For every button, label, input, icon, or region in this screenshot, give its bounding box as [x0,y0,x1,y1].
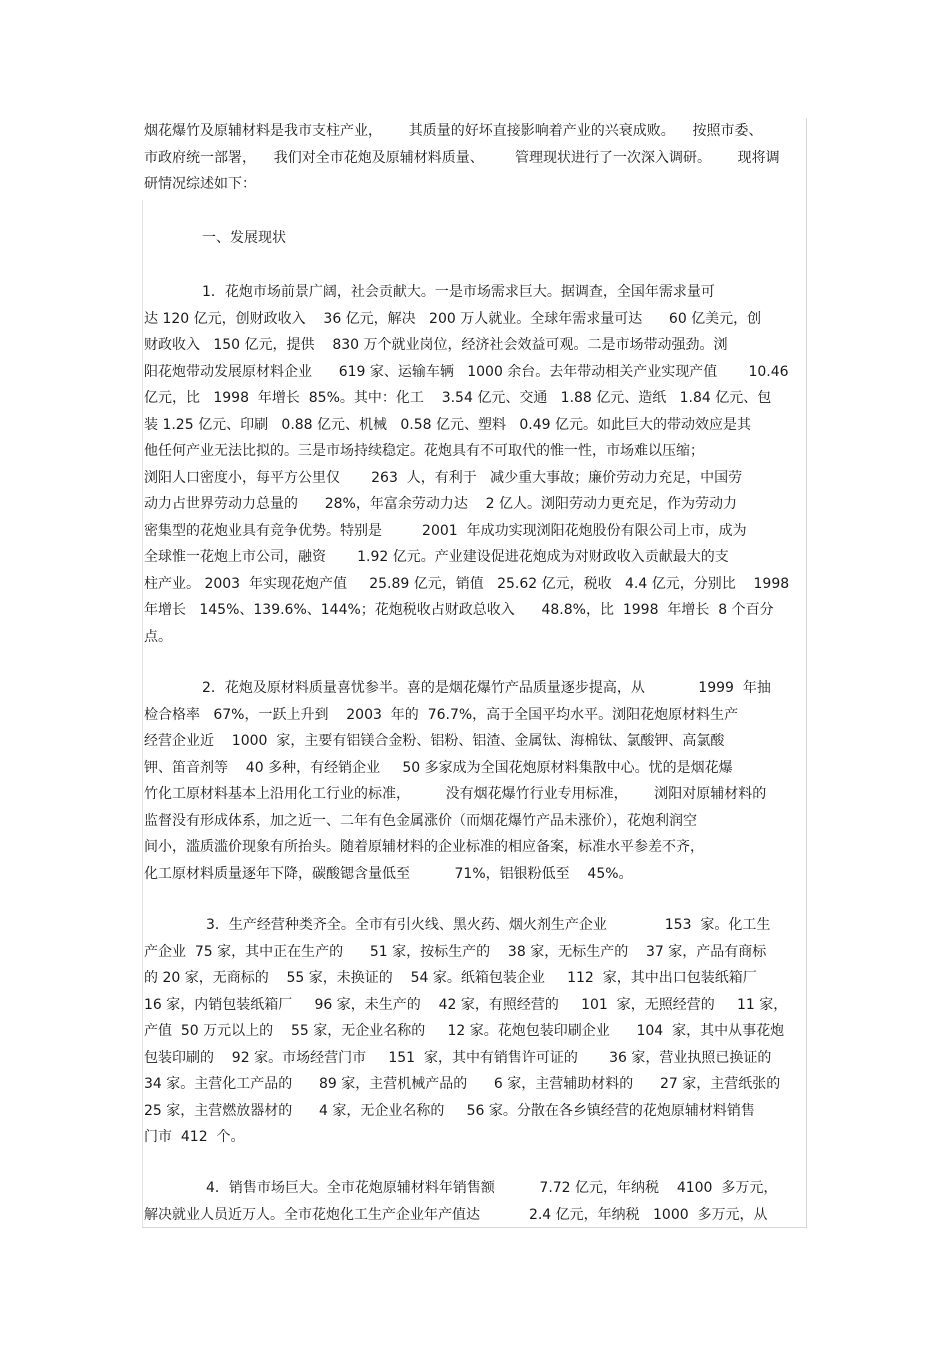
paragraph-4 [144,1175,804,1228]
paragraph-2 [144,675,804,887]
text-line: 竹化工原材料基本上沿用化工行业的标准， 没有烟花爆竹行业专用标准， 浏阳对原辅材料的 [144,786,767,802]
section-heading-block [144,225,804,252]
text-line: 3．生产经营种类齐全。全市有引火线、黑火药、烟火剂生产企业 153 家。化工生 [206,917,771,933]
text-line: 4．销售市场巨大。全市花炮原辅材料年销售额 7.72 亿元，年纳税 4100 多万元， [206,1180,778,1196]
text-line: 年增长 145%、139.6%、144%；花炮税收占财政总收入 48.8%，比 1998 年增长 8 个百分 [144,602,774,618]
paragraph-3 [144,912,804,1151]
text-line: 间小，滥质滥价现象有所抬头。随着原辅材料的企业标准的相应备案，标准水平参差不齐， [144,839,704,855]
text-line: 柱产业。 2003 年实现花炮产值 25.89 亿元，销值 25.62 亿元，税收 4.4 亿元，分别比 1998 [144,575,790,592]
text-line: 他任何产业无法比拟的。三是市场持续稳定。花炮具有不可取代的惟一性，市场难以压缩； [144,443,704,459]
text-line: 产值 50 万元以上的 55 家，无企业名称的 12 家。花炮包装印刷企业 104 家，其中从事花炮 [144,1023,785,1039]
text-line: 阳花炮带动发展原材料企业 619 家、运输车辆 1000 余台。去年带动相关产业实现产值 10.46 [144,363,789,380]
text-line: 门市 412 个。 [144,1129,245,1145]
section-heading: 一、发展现状 [202,230,286,246]
text-line: 财政收入 150 亿元，提供 830 万个就业岗位，经济社会效益可观。二是市场带动强劲。浏 [144,337,728,353]
text-line: 解决就业人员近万人。全市花炮化工生产企业年产值达 2.4 亿元，年纳税 1000 多万元，从 [144,1206,768,1223]
page-frame-left-rule [142,200,143,1227]
text-line: 经营企业近 1000 家，主要有铝镁合金粉、铝粉、铝渣、金属钛、海棉钛、氯酸钾、高氯酸 [144,733,725,749]
intro-paragraph [144,118,804,198]
text-line: 检合格率 67%，一跃上升到 2003 年的 76.7%，高于全国平均水平。浏阳花炮原材料生产 [144,706,739,723]
text-line: 的 20 家，无商标的 55 家，未换证的 54 家。纸箱包装企业 112 家，其中出口包装纸箱厂 [144,970,757,986]
text-line: 34 家。主营化工产品的 89 家，主营机械产品的 6 家，主营辅助材料的 27 家，主营纸张的 [144,1076,781,1092]
text-line: 包装印刷的 92 家。市场经营门市 151 家，其中有销售许可证的 36 家，营业执照已换证的 [144,1049,772,1066]
text-line: 1．花炮市场前景广阔，社会贡献大。一是市场需求巨大。据调查，全国年需求量可 [202,284,715,300]
text-line: 点。 [144,628,172,645]
text-line: 浏阳人口密度小，每平方公里仅 263 人，有利于 减少重大事故；廉价劳动力充足，中国劳 [144,469,743,486]
text-line: 研情况综述如下： [144,176,256,192]
text-line: 动力占世界劳动力总量的 28%，年富余劳动力达 2 亿人。浏阳劳动力更充足，作为劳动力 [144,496,737,512]
text-line: 监督没有形成体系，加之近一、二年有色金属涨价（而烟花爆竹产品未涨价），花炮利润空 [144,812,697,829]
paragraph-1 [144,279,804,650]
text-line: 装 1.25 亿元、印刷 0.88 亿元、机械 0.58 亿元、塑料 0.49 亿元。如此巨大的带动效应是其 [144,416,751,433]
text-line: 市政府统一部署， 我们对全市花炮及原辅材料质量、 管理现状进行了一次深入调研。 现将调 [144,149,780,166]
text-line: 烟花爆竹及原辅材料是我市支柱产业， 其质量的好坏直接影响着产业的兴衰成败。 按照市委、 [144,123,763,139]
text-line: 产企业 75 家，其中正在生产的 51 家，按标生产的 38 家，无标生产的 37 家，产品有商标 [144,943,767,960]
text-line: 钾、笛音剂等 40 多种，有经销企业 50 多家成为全国花炮原材料集散中心。忧的是烟花爆 [144,759,733,776]
text-line: 化工原材料质量逐年下降，碳酸锶含量低至 71%，铝银粉低至 45%。 [144,865,633,882]
text-line: 2．花炮及原材料质量喜忧参半。喜的是烟花爆竹产品质量逐步提高，从 1999 年抽 [202,680,771,696]
text-line: 亿元，比 1998 年增长 85%。其中：化工 3.54 亿元、交通 1.88 亿元、造纸 1.84 亿元、包 [144,390,772,406]
text-line: 达 120 亿元，创财政收入 36 亿元，解决 200 万人就业。全球年需求量可达 60 亿美元，创 [144,310,762,327]
text-line: 16 家，内销包装纸箱厂 96 家，未生产的 42 家，有照经营的 101 家，无照经营的 11 家， [144,996,788,1013]
text-line: 密集型的花炮业具有竞争优势。特别是 2001 年成功实现浏阳花炮股份有限公司上市，成为 [144,522,747,539]
text-line: 全球惟一花炮上市公司，融资 1.92 亿元。产业建设促进花炮成为对财政收入贡献最大的支 [144,549,729,565]
text-line: 25 家，主营燃放器材的 4 家，无企业名称的 56 家。分散在各乡镇经营的花炮原辅材料销售 [144,1102,755,1119]
